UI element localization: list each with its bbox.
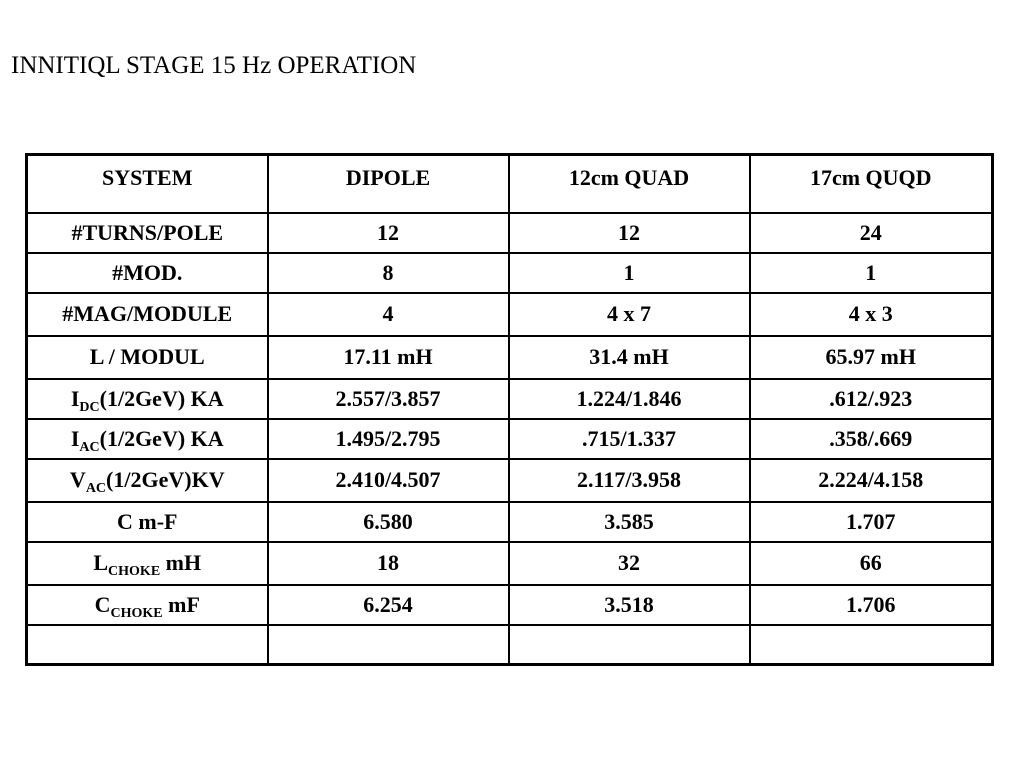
table-row (27, 419, 993, 459)
cell-dipole: 8 (268, 253, 509, 293)
cell-17cm-quad: .358/.669 (750, 419, 993, 459)
cell-17cm-quad (750, 625, 993, 665)
cell-17cm-quad: 66 (750, 542, 993, 585)
cell-dipole: 6.254 (268, 585, 509, 625)
cell-dipole: 12 (268, 213, 509, 253)
table-row (27, 293, 993, 336)
cell-dipole: 4 (268, 293, 509, 336)
page-title: INNITIQL STAGE 15 Hz OPERATION (11, 52, 417, 79)
cell-dipole: 1.495/2.795 (268, 419, 509, 459)
cell-12cm-quad: 12 (509, 213, 750, 253)
row-label: #MAG/MODULE (27, 293, 268, 336)
table-row (27, 253, 993, 293)
row-label: $V_{AC}(1/2GeV)KV$ (27, 459, 268, 502)
cell-17cm-quad: 65.97 mH (750, 336, 993, 379)
cell-dipole: 18 (268, 542, 509, 585)
row-label: #MOD. (27, 253, 268, 293)
header-dipole: DIPOLE (268, 155, 509, 213)
cell-12cm-quad: 31.4 mH (509, 336, 750, 379)
cell-17cm-quad: 2.224/4.158 (750, 459, 993, 502)
cell-12cm-quad: 3.585 (509, 502, 750, 542)
operation-table (25, 153, 994, 666)
table-row (27, 585, 993, 625)
cell-17cm-quad: 1.707 (750, 502, 993, 542)
row-label: $I_{DC}(1/2GeV)$ KA (27, 379, 268, 419)
cell-12cm-quad: .715/1.337 (509, 419, 750, 459)
header-12cm-quad: 12cm QUAD (509, 155, 750, 213)
cell-17cm-quad: 1.706 (750, 585, 993, 625)
cell-dipole: 2.410/4.507 (268, 459, 509, 502)
cell-12cm-quad: 3.518 (509, 585, 750, 625)
row-label: $L_{CHOKE}$ mH (27, 542, 268, 585)
cell-dipole: 2.557/3.857 (268, 379, 509, 419)
table-row (27, 542, 993, 585)
table-row (27, 459, 993, 502)
row-label (27, 625, 268, 665)
table-row (27, 336, 993, 379)
header-17cm-quad: 17cm QUQD (750, 155, 993, 213)
table-row (27, 213, 993, 253)
cell-12cm-quad: 1 (509, 253, 750, 293)
cell-dipole: 6.580 (268, 502, 509, 542)
cell-17cm-quad: .612/.923 (750, 379, 993, 419)
table-row-empty (27, 625, 993, 665)
row-label: #TURNS/POLE (27, 213, 268, 253)
cell-17cm-quad: 4 x 3 (750, 293, 993, 336)
cell-12cm-quad: 1.224/1.846 (509, 379, 750, 419)
cell-dipole: 17.11 mH (268, 336, 509, 379)
cell-dipole (268, 625, 509, 665)
cell-12cm-quad: 2.117/3.958 (509, 459, 750, 502)
cell-12cm-quad: 4 x 7 (509, 293, 750, 336)
row-label: C m-F (27, 502, 268, 542)
table-row (27, 502, 993, 542)
header-system: SYSTEM (27, 155, 268, 213)
cell-17cm-quad: 24 (750, 213, 993, 253)
row-label: $C_{CHOKE}$ mF (27, 585, 268, 625)
table-header-row (27, 155, 993, 213)
cell-17cm-quad: 1 (750, 253, 993, 293)
table-row (27, 379, 993, 419)
row-label: L / MODUL (27, 336, 268, 379)
cell-12cm-quad (509, 625, 750, 665)
row-label: $I_{AC}(1/2GeV)$ KA (27, 419, 268, 459)
cell-12cm-quad: 32 (509, 542, 750, 585)
